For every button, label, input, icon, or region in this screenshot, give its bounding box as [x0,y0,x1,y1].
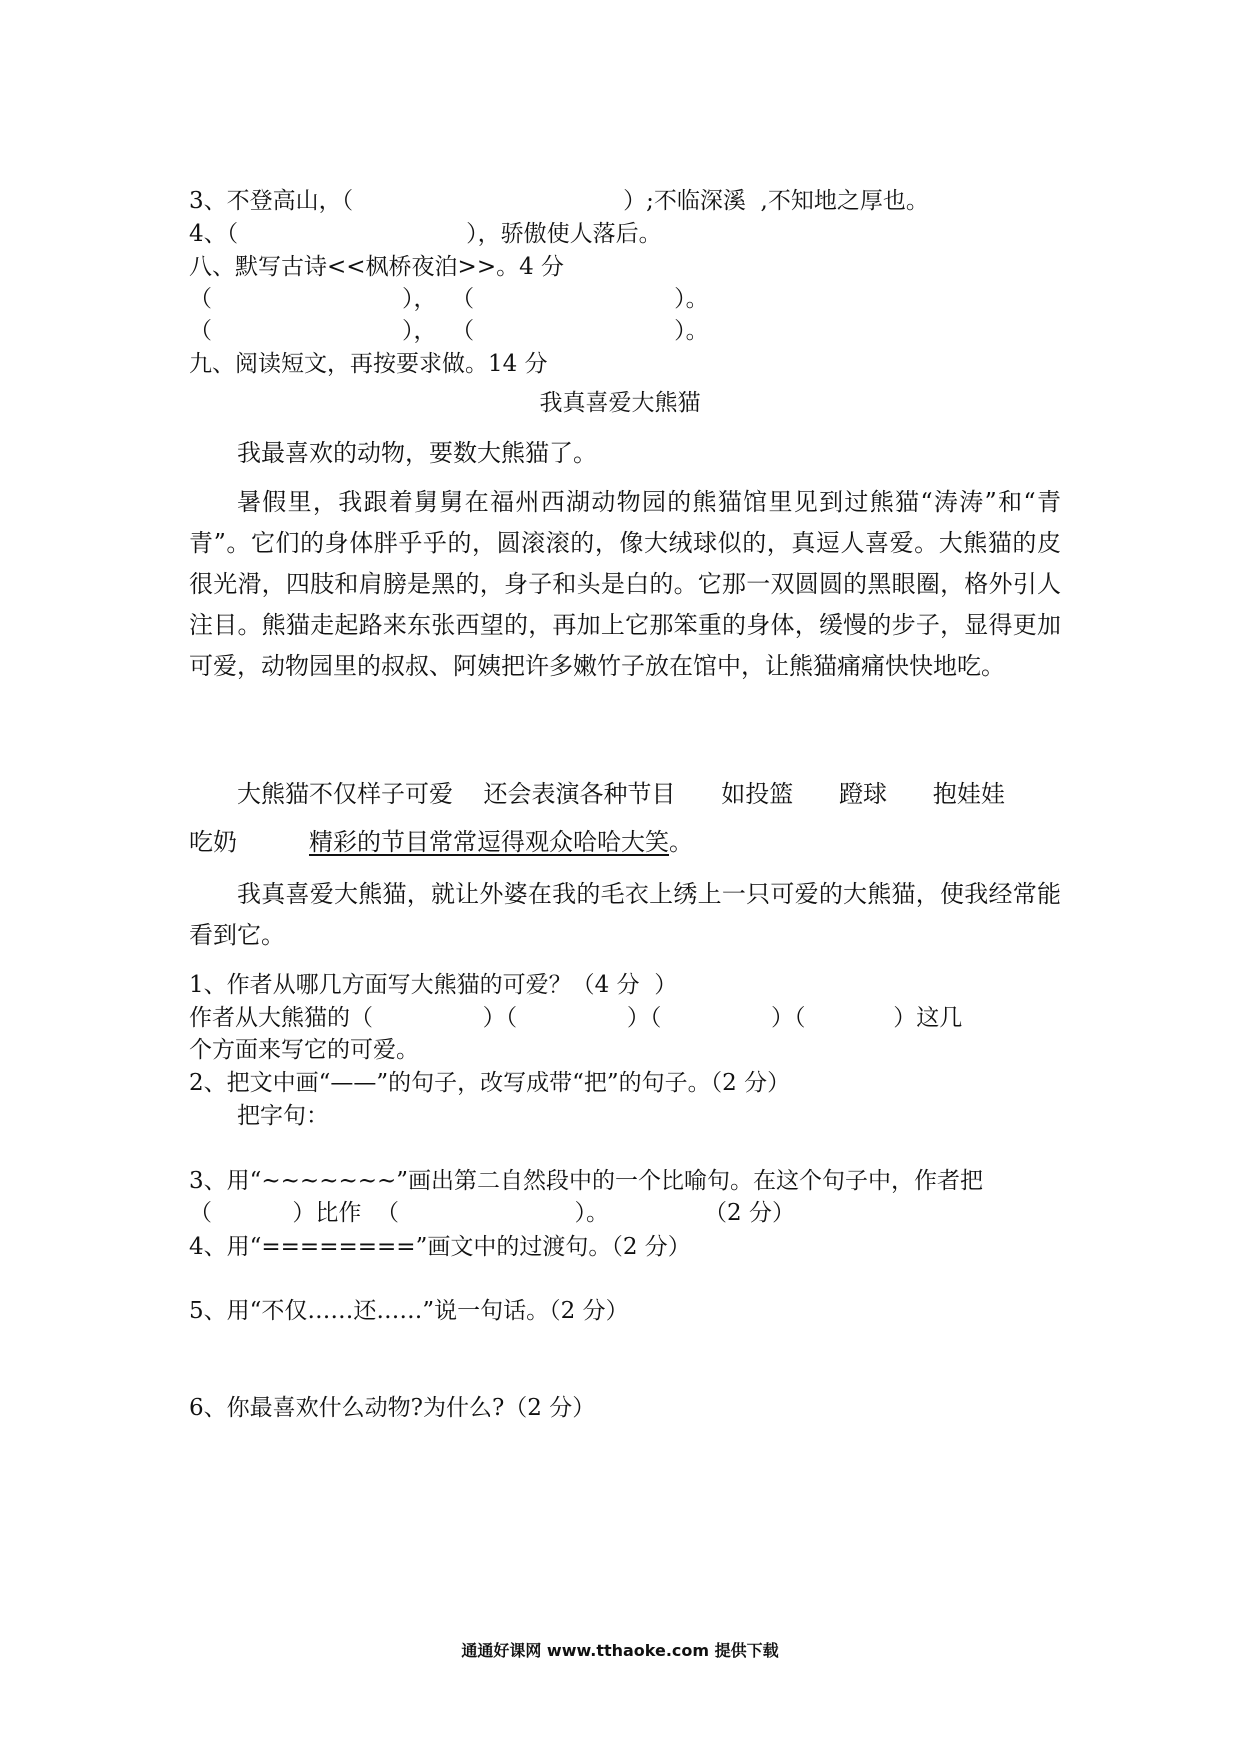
underlined-sentence: 精彩的节目常常逗得观众哈哈大笑 [309,828,669,856]
para3-end: 。 [669,828,693,856]
question-6: 6、你最喜欢什么动物?为什么?（2 分） [189,1395,596,1421]
para3-line2-start: 吃奶 [189,828,237,856]
poem-paren-open: （ [189,318,212,344]
fill-blank-3-after: ）;不临深溪 ,不知地之厚也。 [623,188,929,214]
question-2: 2、把文中画“——”的句子，改写成带“把”的句子。（2 分） [189,1070,791,1096]
poem-paren-close: ）。 [674,318,709,344]
article-paragraph-3-line-2 [189,822,1061,863]
fill-blank-4 [189,219,662,249]
question-1-answer-line-2: 个方面来写它的可爱。 [189,1037,419,1063]
poem-line-1 [189,284,709,314]
poem-paren-close: ）。 [674,286,709,312]
article-paragraph-1: 我最喜欢的动物，要数大熊猫了。 [237,439,597,467]
article-title: 我真喜爱大熊猫 [539,390,701,416]
question-4: 4、用“========”画文中的过渡句。（2 分） [189,1234,691,1260]
footer-source: 通通好课网 www.tthaoke.com 提供下载 [461,1641,779,1660]
question-2-answer-label: 把字句： [237,1103,329,1129]
poem-paren-mid: ）， （ [402,318,475,344]
question-3-line-1: 3、用“~~~~~~~”画出第二自然段中的一个比喻句。在这个句子中，作者把 [189,1168,984,1194]
section-8-heading: 八、默写古诗<<枫桥夜泊>>。4 分 [189,254,565,280]
article-paragraph-4: 我真喜爱大熊猫，就让外婆在我的毛衣上绣上一只可爱的大熊猫，使我经常能看到它。 [189,880,1061,949]
poem-line-2 [189,316,709,346]
fill-blank-3 [189,186,929,216]
question-3-line-2[interactable]: （ ）比作 （ ）。 （2 分） [189,1200,795,1226]
poem-paren-mid: ）， （ [402,286,475,312]
fill-blank-4-after: ），骄傲使人落后。 [466,221,662,247]
article-paragraph-3-line-1: 大熊猫不仅样子可爱 还会表演各种节目 如投篮 蹬球 抱娃娃 [237,780,1005,808]
fill-blank-3-before: 3、不登高山，（ [189,188,354,214]
fill-blank-4-before: 4、（ [189,221,239,247]
section-9-heading: 九、阅读短文，再按要求做。14 分 [189,351,548,377]
question-1: 1、作者从哪几方面写大熊猫的可爱？（4 分 ） [189,972,678,998]
question-1-answer-line-1[interactable]: 作者从大熊猫的（ ）（ ）（ ）（ ）这几 [189,1005,963,1031]
poem-paren-open: （ [189,286,212,312]
question-5: 5、用“不仅……还……”说一句话。（2 分） [189,1298,629,1324]
article-paragraph-2: 暑假里，我跟着舅舅在福州西湖动物园的熊猫馆里见到过熊猫“涛涛”和“青青”。它们的身体胖乎乎的，圆滚滚的，像大绒球似的，真逗人喜爱。大熊猫的皮很光滑，四肢和肩膀是黑的，身子和头是白的。它那一双圆圆的黑眼圈，格外引人注目。熊猫走起路来东张西望的，再加上它那笨重的身体，缓慢的步子，显得更加可爱，动物园里的叔叔、阿姨把许多嫩竹子放在馆中，让熊猫痛痛快快地吃。 [189,488,1061,680]
